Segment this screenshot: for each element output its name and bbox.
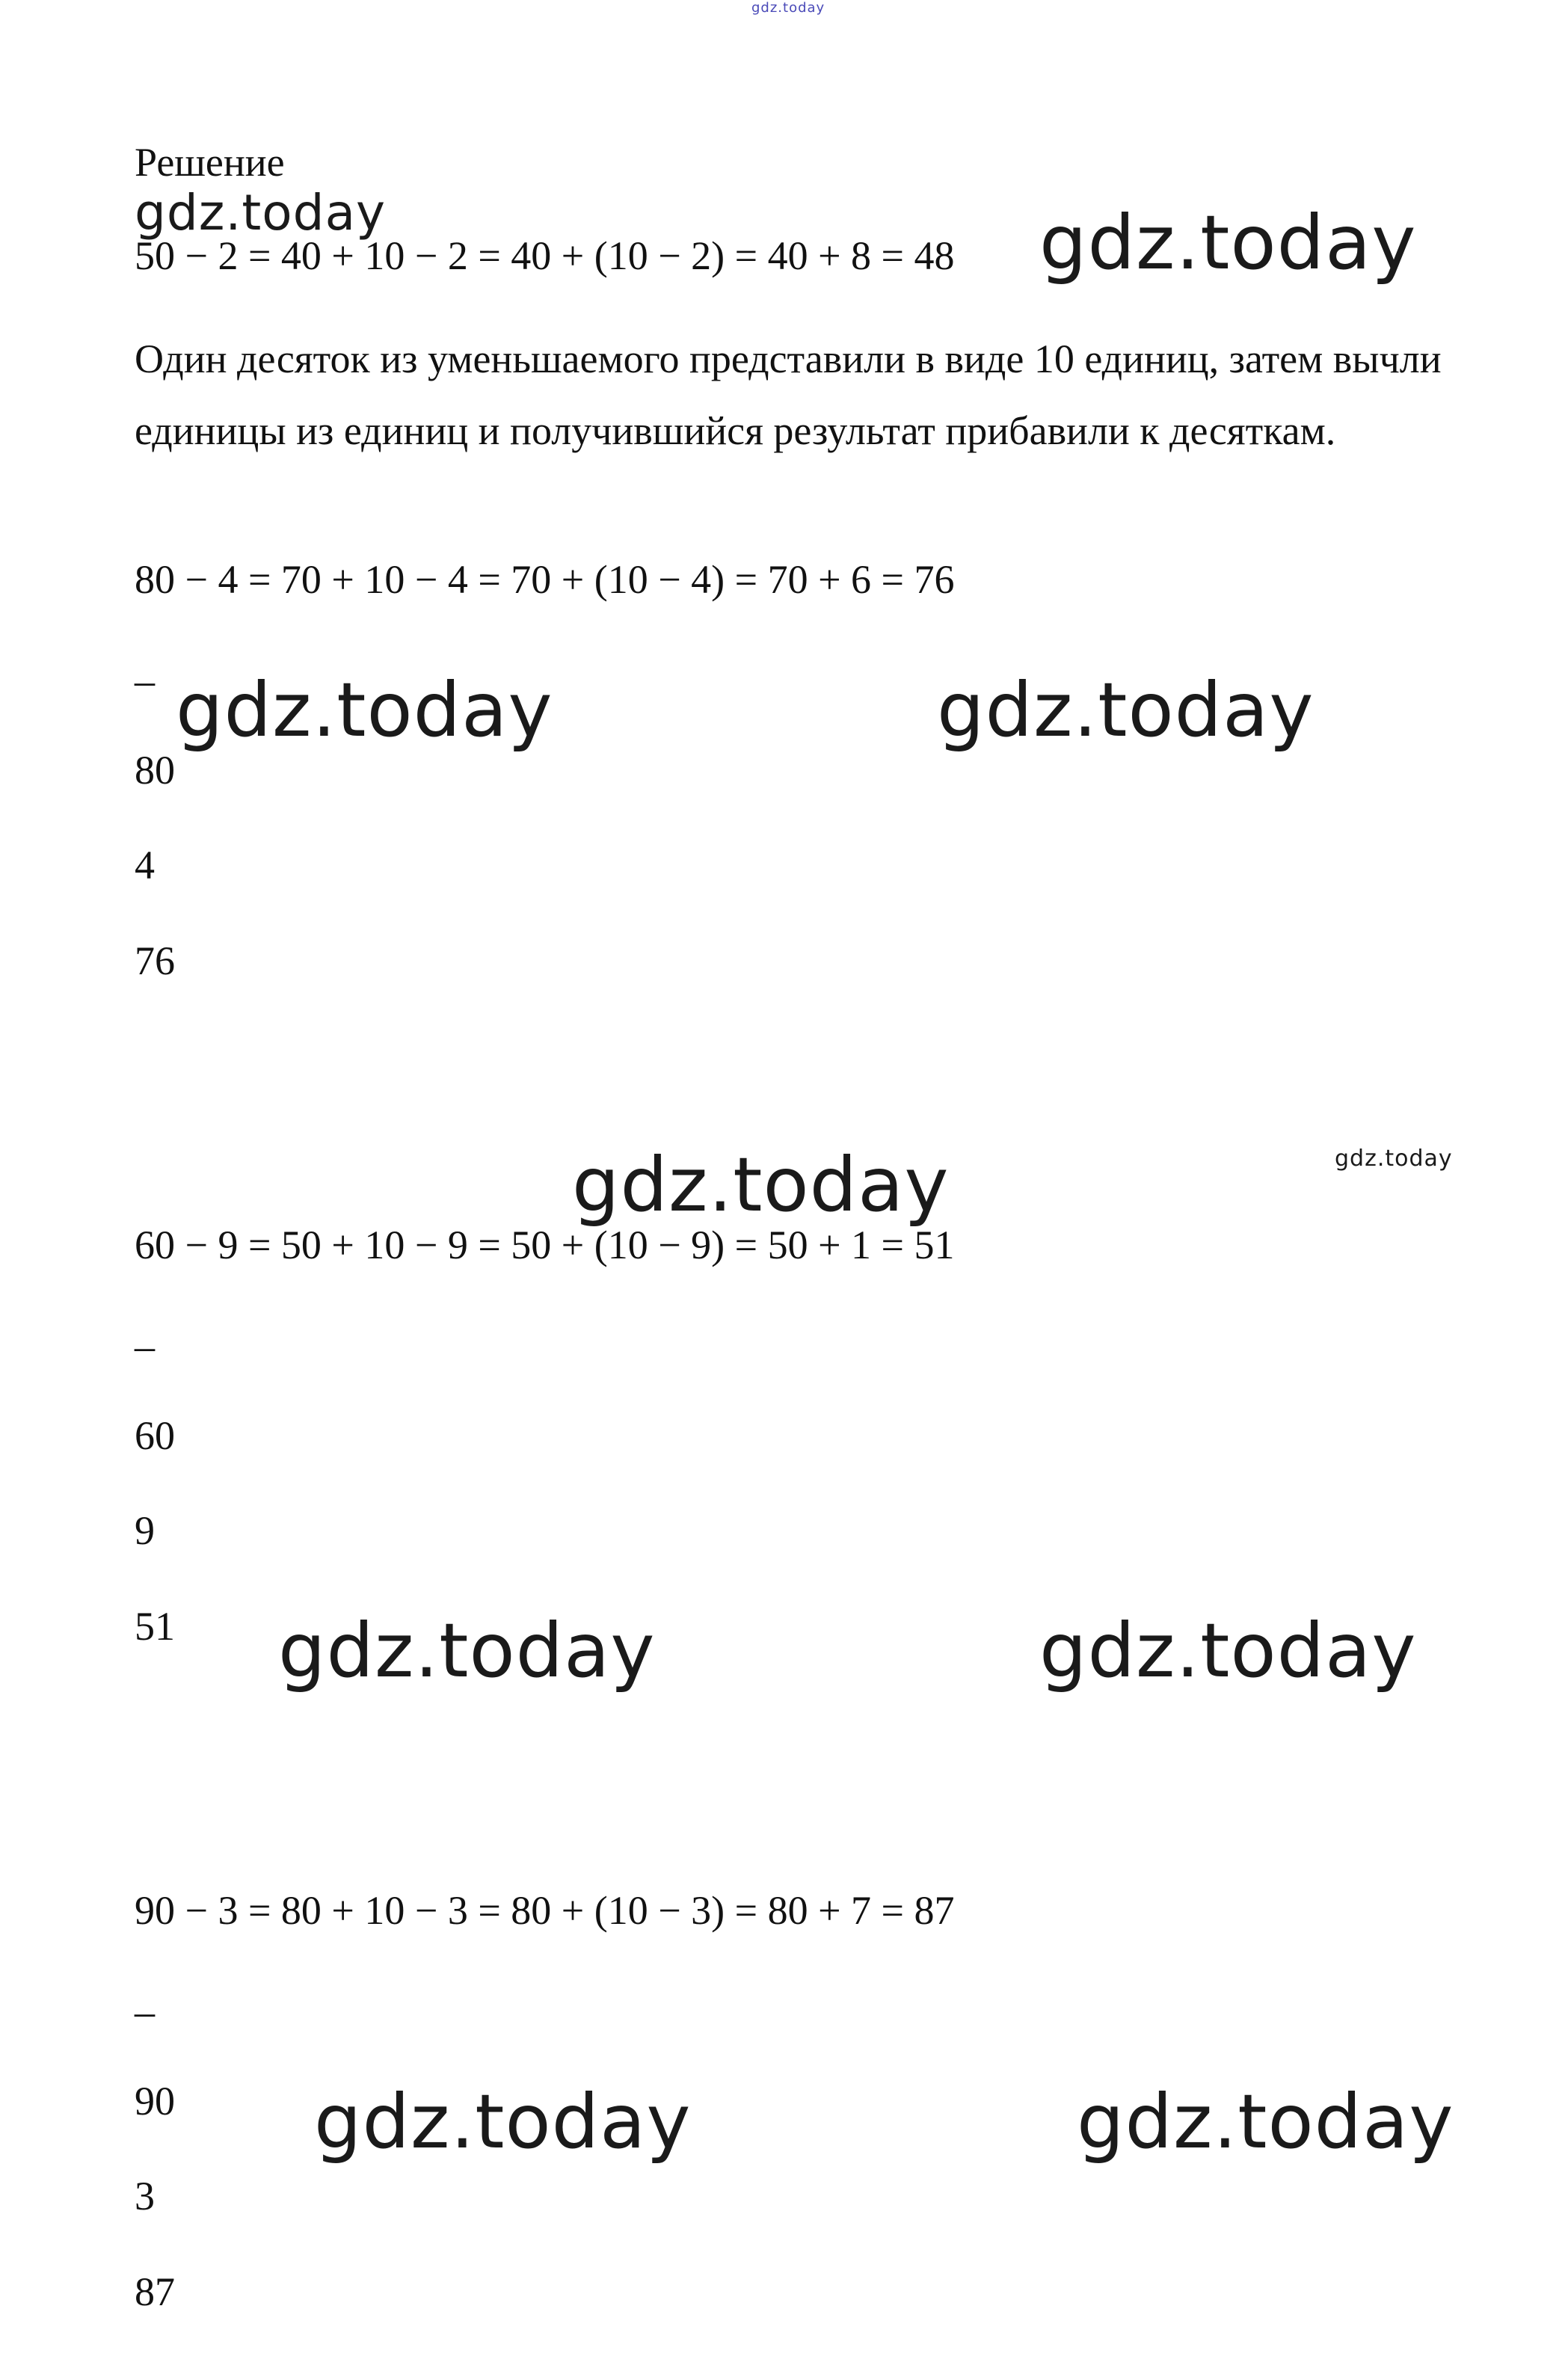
column-minus-sign: _ (135, 1975, 155, 2020)
watermark: gdz.today (937, 666, 1315, 754)
column-minus-sign: _ (135, 1310, 155, 1355)
solution-title: Решение (135, 140, 285, 185)
top-watermark: gdz.today (751, 0, 825, 16)
watermark: gdz.today (572, 1141, 950, 1229)
equation-1: 50 − 2 = 40 + 10 − 2 = 40 + (10 − 2) = 40 + 8 = 48 (135, 233, 955, 278)
column-result: 51 (135, 1604, 175, 1649)
watermark: gdz.today (135, 184, 387, 242)
column-subtrahend: 3 (135, 2174, 155, 2218)
column-result: 76 (135, 938, 175, 983)
equation-2: 80 − 4 = 70 + 10 − 4 = 70 + (10 − 4) = 70 + 6 = 76 (135, 557, 955, 602)
column-minus-sign: _ (135, 645, 155, 689)
column-minuend: 90 (135, 2079, 175, 2124)
column-result: 87 (135, 2269, 175, 2314)
column-minuend: 60 (135, 1413, 175, 1458)
explanation-paragraph: Один десяток из уменьшаемого представили в виде 10 единиц, затем вычли единицы из единиц и получившийся результат прибавили к десяткам. (135, 336, 1442, 453)
column-subtrahend: 4 (135, 843, 155, 888)
watermark: gdz.today (1335, 1146, 1453, 1172)
column-minuend: 80 (135, 748, 175, 793)
watermark: gdz.today (1039, 1607, 1417, 1694)
watermark: gdz.today (1077, 2078, 1454, 2165)
watermark: gdz.today (314, 2078, 692, 2165)
watermark: gdz.today (176, 666, 553, 754)
equation-4: 90 − 3 = 80 + 10 − 3 = 80 + (10 − 3) = 80 + 7 = 87 (135, 1888, 955, 1933)
equation-3: 60 − 9 = 50 + 10 − 9 = 50 + (10 − 9) = 50 + 1 = 51 (135, 1223, 955, 1267)
watermark: gdz.today (278, 1607, 656, 1694)
column-subtrahend: 9 (135, 1508, 155, 1553)
watermark: gdz.today (1039, 199, 1417, 286)
